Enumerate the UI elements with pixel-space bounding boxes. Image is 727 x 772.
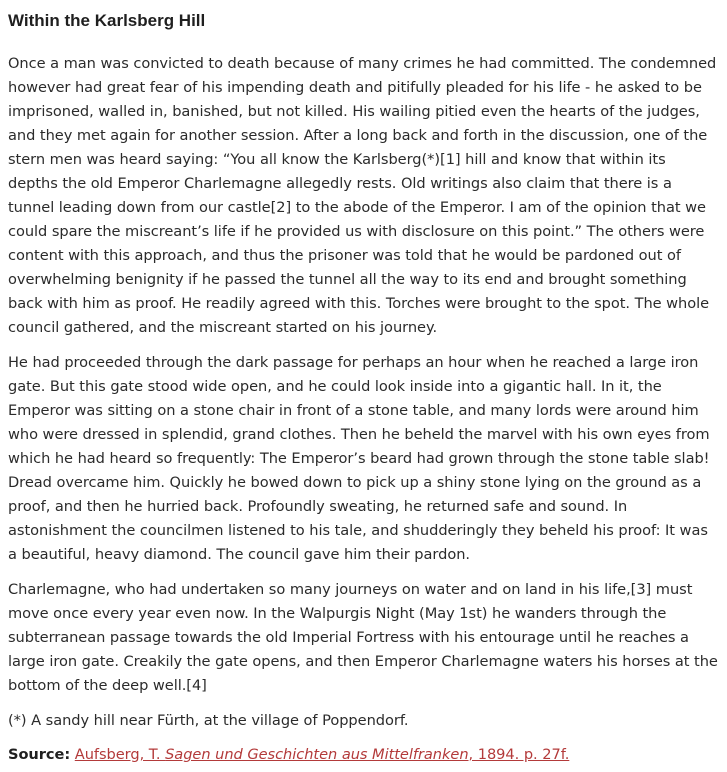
source-author: Aufsberg, T. (74, 746, 161, 763)
page-title: Within the Karlsberg Hill (8, 11, 206, 30)
footnote: (*) A sandy hill near Fürth, at the village of Poppendorf. (8, 712, 409, 729)
source-work: Sagen und Geschichten aus Mittelfranken (165, 746, 469, 763)
source-details: , 1894. p. 27f. (468, 746, 570, 763)
source-line (8, 743, 719, 767)
paragraph-3: Charlemagne, who had undertaken so many journeys on water and on land in his life,[3] must move once every year even now. In the Walpurgis Night (May 1st) he wanders through the subterranean passage towards the old Imperial Fortress with his entourage until he reaches a large iron gate. Creakily the gate opens, and then Emperor Charlemagne waters his horses at the bottom of the deep well.[4] (8, 581, 718, 694)
source-link[interactable] (75, 746, 570, 763)
paragraph-1: Once a man was convicted to death because of many crimes he had committed. The condemned however had great fear of his impending death and pitifully pleaded for his life - he asked to be imprisoned, walled in, banished, but not killed. His wailing pitied even the hearts of the judges, and they met again for another session. After a long back and forth in the discussion, one of the stern men was heard saying: “You all know the Karlsberg(*)[1] hill and know that within its depths the old Emperor Charlemagne allegedly rests. Old writings also claim that there is a tunnel leading down from our castle[2] to the abode of the Emperor. I am of the opinion that we could spare the miscreant’s life if he provided us with disclosure on this point.” The others were content with this approach, and thus the prisoner was told that he would be pardoned out of overwhelming benignity if he passed the tunnel all the way to its end and brought something back with him as proof. He readily agreed with this. Torches were brought to the spot. The whole council gathered, and the miscreant started on his journey. (8, 55, 717, 336)
source-label: Source: (8, 746, 71, 763)
paragraph-2: He had proceeded through the dark passage for perhaps an hour when he reached a large iron gate. But this gate stood wide open, and he could look inside into a gigantic hall. In it, the Emperor was sitting on a stone chair in front of a stone table, and many lords were around him who were dressed in splendid, grand clothes. Then he beheld the marvel with his own eyes from which he had heard so frequently: The Emperor’s beard had grown through the stone table slab! Dread overcame him. Quickly he bowed down to pick up a shiny stone lying on the ground as a proof, and then he hurried back. Profoundly sweating, he returned safe and sound. In astonishment the councilmen listened to his tale, and shudderingly they beheld his proof: It was a beautiful, heavy diamond. The council gave him their pardon. (8, 354, 710, 563)
